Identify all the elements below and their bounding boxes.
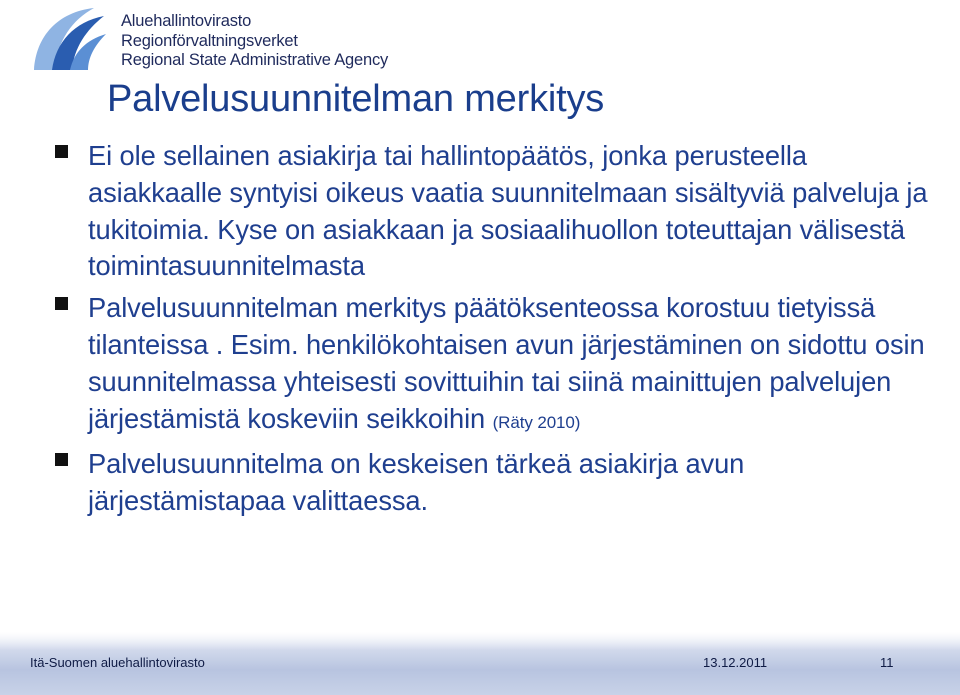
square-bullet-icon — [55, 453, 68, 466]
bullet-text: Palvelusuunnitelman merkitys päätöksenteossa korostuu tietyissä tilanteissa . Esim. henkilökohtaisen avun järjestäminen on sidottu osin suunnitelmassa yhteisesti sovittuihin tai siinä mainittujen palvelujen järjestämistä koskeviin seikkoihin — [88, 292, 925, 434]
bullet-text: Ei ole sellainen asiakirja tai hallintopäätös, jonka perusteella asiakkaalle syntyisi oikeus vaatia suunnitelmaan sisältyviä palveluja ja tukitoimia. Kyse on asiakkaan ja sosiaalihuollon toteuttajan välisestä toimintasuunnitelmasta — [88, 140, 928, 282]
bullet-citation: (Räty 2010) — [492, 412, 581, 432]
slide-title: Palvelusuunnitelman merkitys — [107, 78, 605, 120]
square-bullet-icon — [55, 145, 68, 158]
agency-logo-icon — [28, 6, 108, 72]
bullet-list — [54, 138, 934, 525]
footer-date: 13.12.2011 — [703, 655, 768, 670]
square-bullet-icon — [55, 297, 68, 310]
bullet-text: Palvelusuunnitelma on keskeisen tärkeä asiakirja avun järjestämistapaa valittaessa. — [88, 448, 745, 517]
bullet-item — [54, 446, 934, 520]
organization-names — [121, 12, 388, 71]
bullet-item — [54, 290, 934, 441]
org-name-finnish: Aluehallintovirasto — [121, 12, 252, 30]
org-name-swedish: Regionförvaltningsverket — [121, 31, 298, 50]
page-number: 11 — [880, 655, 894, 670]
footer-organization: Itä-Suomen aluehallintovirasto — [30, 655, 205, 670]
bullet-item — [54, 138, 934, 285]
org-name-english: Regional State Administrative Agency — [121, 51, 389, 69]
